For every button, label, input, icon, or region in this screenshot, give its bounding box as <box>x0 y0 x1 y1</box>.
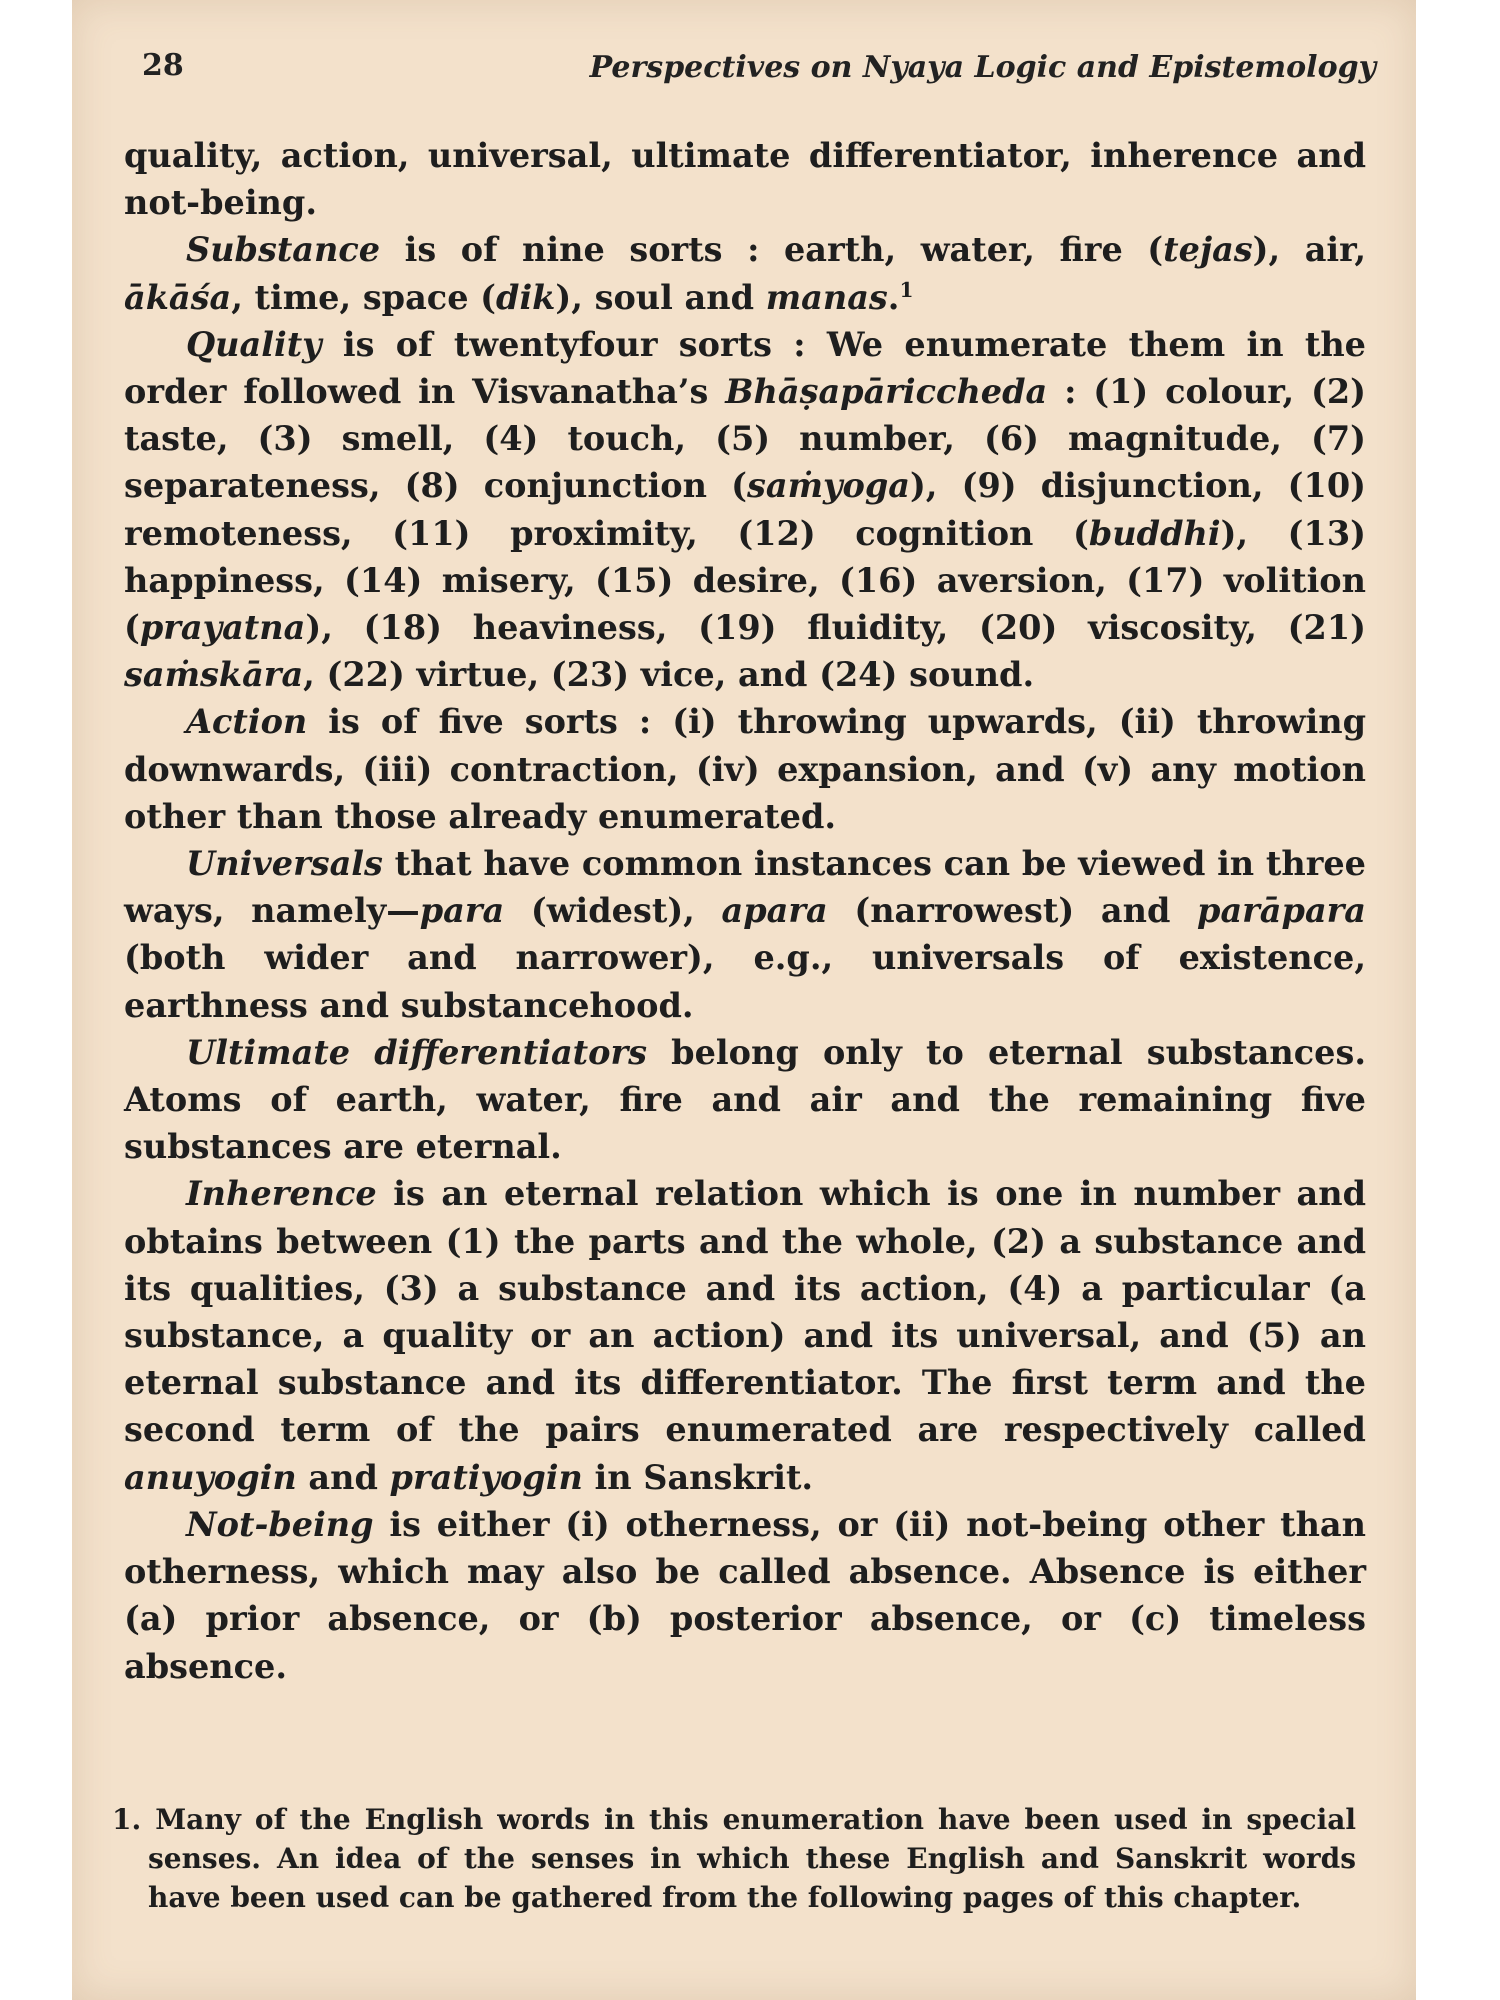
page-number: 28 <box>142 48 184 83</box>
paragraph <box>124 132 1366 226</box>
running-title: Perspectives on Nyaya Logic and Epistemology <box>589 50 1376 85</box>
italic-term: anuyogin <box>124 1457 297 1497</box>
text-run: is an eternal relation which is one in number and obtains between (1) the parts and the whole, (2) a substance and its qualities, (3) a substance and its action, (4) a particular (a substance, a quality or an action) and its universal, and (5) an eternal substance and its differentiator. The first term and the second term of the pairs enumerated are respectively called <box>124 1174 1366 1450</box>
italic-term: manas <box>765 277 888 317</box>
body-text <box>124 132 1366 1690</box>
italic-term: parāpara <box>1197 891 1367 931</box>
text-run: in Sanskrit. <box>582 1457 814 1497</box>
text-run: ), (13) happiness, (14) misery, (15) desire, (16) aversion, (17) volition ( <box>124 513 1366 648</box>
text-run: ), soul and <box>555 277 766 317</box>
paragraph <box>124 1029 1366 1171</box>
paragraph <box>124 698 1366 840</box>
footnote <box>112 1800 1356 1917</box>
text-run: , time, space ( <box>231 277 497 317</box>
text-run: is of five sorts : (i) throwing upwards, (ii) throwing downwards, (iii) contraction, (iv) expansion, and (v) any motion other than those already enumerated. <box>124 702 1366 836</box>
italic-term: tejas <box>1163 230 1253 270</box>
paragraph <box>124 321 1366 699</box>
italic-term: saṁyoga <box>747 466 910 506</box>
paragraph <box>124 1170 1366 1500</box>
text-run: is of twentyfour sorts : We enumerate them in the order followed in Visvanatha’s <box>124 324 1366 412</box>
text-run: (narrowest) and <box>827 891 1198 931</box>
text-run: that have common instances can be viewed in three ways, namely— <box>124 844 1366 931</box>
italic-term: pratiyogin <box>389 1457 583 1497</box>
paragraph <box>124 226 1366 320</box>
text-run: (both wider and narrower), e.g., universals of existence, earthness and substancehood. <box>124 938 1366 1025</box>
italic-term: saṁskāra <box>124 655 304 695</box>
text-run: ), (9) disjunction, (10) remoteness, (11) proximity, (12) cognition ( <box>124 466 1366 553</box>
text-run: : (1) colour, (2) taste, (3) smell, (4) touch, (5) number, (6) magnitude, (7) separateness, (8) conjunction ( <box>124 372 1366 506</box>
text-run: ), (18) heaviness, (19) fluidity, (20) viscosity, (21) <box>305 608 1366 648</box>
italic-term: Quality <box>186 324 322 364</box>
text-run: is either (i) otherness, or (ii) not-being other than otherness, which may also be called absence. Absence is either (a) prior absence, or (b) posterior absence, or (c) timeless absence. <box>124 1504 1366 1686</box>
italic-term: buddhi <box>1088 513 1221 553</box>
italic-term: prayatna <box>139 608 306 648</box>
text-run: . <box>887 277 900 317</box>
book-page <box>72 0 1416 2000</box>
italic-term: apara <box>721 891 828 931</box>
text-run: (widest), <box>504 891 722 931</box>
italic-term: Ultimate differentiators <box>186 1032 647 1072</box>
italic-term: Inherence <box>186 1174 377 1214</box>
italic-term: Action <box>186 702 308 742</box>
paragraph <box>124 840 1366 1029</box>
paragraph <box>124 1501 1366 1690</box>
italic-term: ākāśa <box>124 277 232 317</box>
footnote-text: Many of the English words in this enumeration have been used in special senses. An idea of the senses in which these English and Sanskrit words have been used can be gathered from the following pages of this chapter. <box>148 1803 1357 1914</box>
page-header <box>142 48 1376 98</box>
footnote-marker: 1. <box>112 1803 142 1836</box>
text-run: , (22) virtue, (23) vice, and (24) sound. <box>303 655 1035 695</box>
italic-term: Bhāṣapāriccheda <box>725 372 1048 412</box>
italic-term: Substance <box>186 230 381 270</box>
italic-term: Not-being <box>186 1504 374 1544</box>
text-run: belong only to eternal substances. Atoms of earth, water, fire and air and the remaining five substances are eternal. <box>124 1032 1366 1167</box>
italic-term: para <box>419 891 505 931</box>
footnote-ref: 1 <box>899 277 914 302</box>
italic-term: dik <box>496 277 556 317</box>
text-run: is of nine sorts : earth, water, fire ( <box>380 230 1164 270</box>
text-run: quality, action, universal, ultimate differentiator, inherence and not-being. <box>124 136 1366 223</box>
text-run: ), air, <box>1252 230 1367 270</box>
text-run: and <box>296 1457 390 1497</box>
italic-term: Universals <box>186 844 383 884</box>
